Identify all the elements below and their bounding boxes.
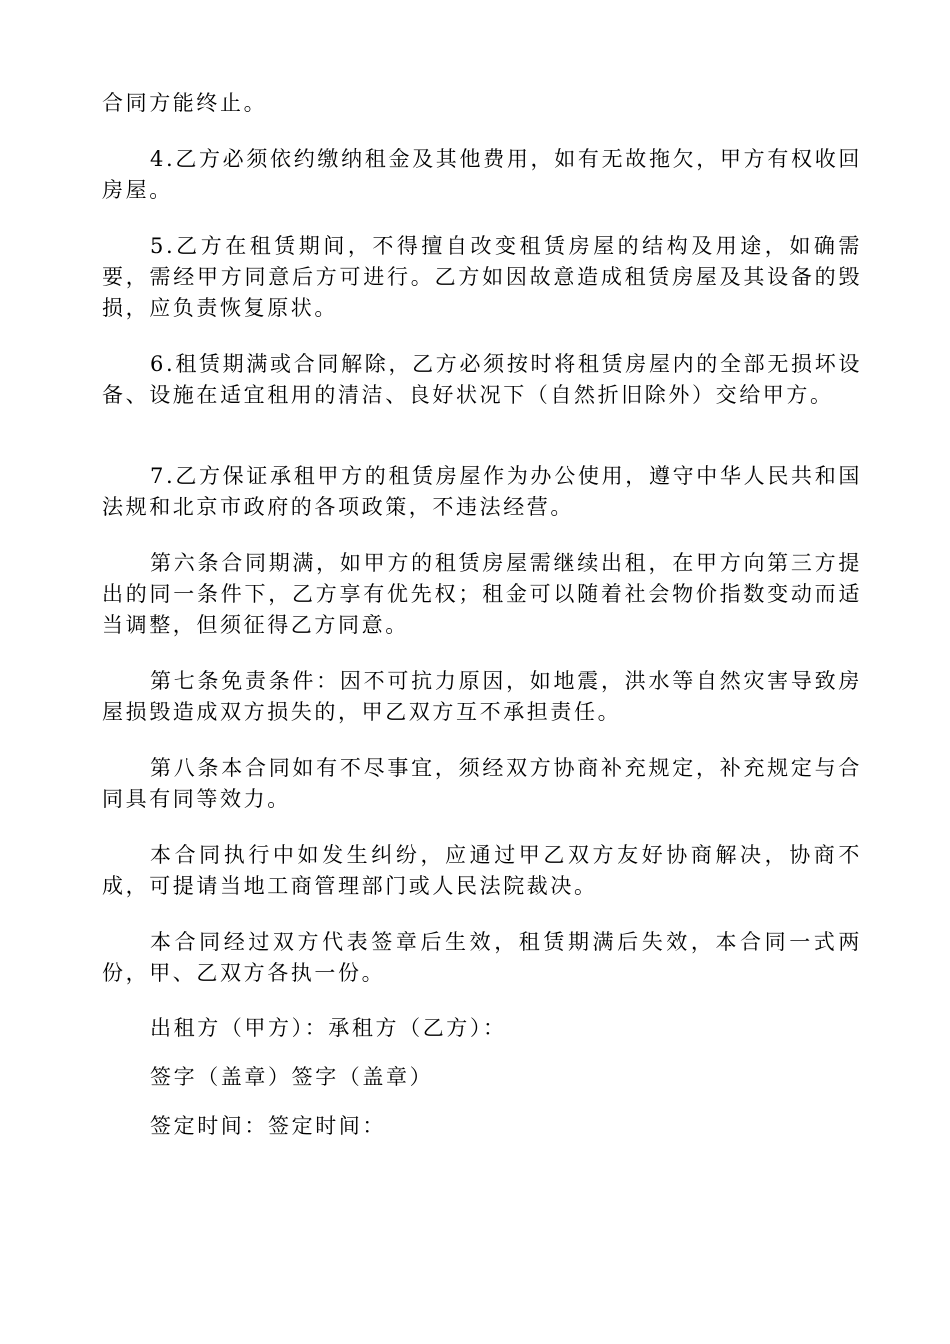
clause-7-office-use: 7.乙方保证承租甲方的租赁房屋作为办公使用，遵守中华人民共和国法规和北京市政府的各项政策，不违法经营。 [102, 464, 862, 519]
signature-seal: 签字（盖章）签字（盖章） [150, 1065, 434, 1089]
dispute-resolution: 本合同执行中如发生纠纷，应通过甲乙双方友好协商解决，协商不成，可提请当地工商管理部门或人民法院裁决。 [102, 843, 862, 898]
article-6-renewal: 第六条合同期满，如甲方的租赁房屋需继续出租，在甲方向第三方提出的同一条件下，乙方享有优先权；租金可以随着社会物价指数变动而适当调整，但须征得乙方同意。 [102, 551, 862, 637]
clause-6-return-property: 6.租赁期满或合同解除，乙方必须按时将租赁房屋内的全部无损坏设备、设施在适宜租用的清洁、良好状况下（自然折旧除外）交给甲方。 [102, 352, 862, 407]
signature-date: 签定时间：签定时间： [150, 1114, 386, 1138]
article-7-force-majeure: 第七条免责条件：因不可抗力原因，如地震，洪水等自然灾害导致房屋损毁造成双方损失的，甲乙双方互不承担责任。 [102, 669, 862, 724]
clause-4-rent-payment: 4.乙方必须依约缴纳租金及其他费用，如有无故拖欠，甲方有权收回房屋。 [102, 147, 862, 202]
signature-parties: 出租方（甲方）：承租方（乙方）： [150, 1016, 507, 1040]
contract-body [102, 88, 862, 1161]
paragraph-termination-continued: 合同方能终止。 [102, 91, 268, 115]
clause-5-structure-change: 5.乙方在租赁期间，不得擅自改变租赁房屋的结构及用途，如确需要，需经甲方同意后方可进行。乙方如因故意造成租赁房屋及其设备的毁损，应负责恢复原状。 [102, 234, 862, 320]
article-8-supplement: 第八条本合同如有不尽事宜，须经双方协商补充规定，补充规定与合同具有同等效力。 [102, 756, 862, 811]
effectiveness-clause: 本合同经过双方代表签章后生效，租赁期满后失效，本合同一式两份，甲、乙双方各执一份。 [102, 930, 862, 985]
